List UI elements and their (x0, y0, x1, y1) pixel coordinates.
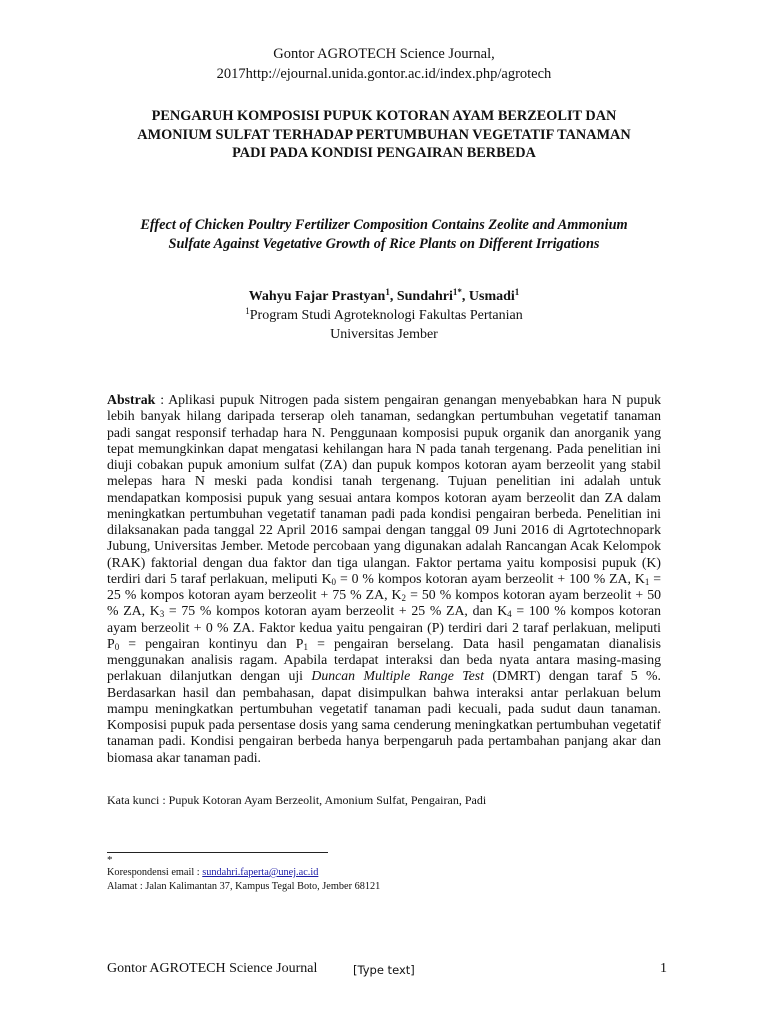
subscript: 1 (644, 576, 650, 587)
affiliation-program: Program Studi Agroteknologi Fakultas Pertanian (249, 308, 523, 323)
author-name: Sundahri (396, 289, 453, 304)
title-line: PENGARUH KOMPOSISI PUPUK KOTORAN AYAM BERZEOLIT DAN (151, 108, 617, 124)
abstract-italic-term: Duncan Multiple Range Test (311, 668, 484, 684)
author-name: Usmadi (468, 289, 515, 304)
running-header (0, 44, 768, 84)
subscript: 0 (114, 641, 120, 652)
abstract-label: Abstrak (107, 392, 156, 407)
author-affiliation-mark: 1 (385, 287, 390, 297)
header-url-line[interactable]: 2017http://ejournal.unida.gontor.ac.id/index.php/agrotech (216, 66, 552, 82)
footnotes (107, 855, 667, 894)
subscript: 0 (331, 576, 337, 587)
email-label: Korespondensi email : (107, 867, 203, 878)
abstract-text: (DMRT) dengan taraf 5 %. Berdasarkan hasil dan pembahasan, dapat disimpulkan bahwa interaksi antar perlakuan belum mampu meningkatkan pertumbuhan vegetatif tanaman padi kecuali, pada sudut daun tanaman. Komposisi pupuk pada persentase dosis yang sama cenderung meningkatkan pertumbuhan vegetatif tanaman padi. Kondisi pengairan berbeda hanya berpengaruh pada pertambahan panjang akar dan biomasa akar tanaman padi. (107, 668, 661, 765)
abstract-text: : Aplikasi pupuk Nitrogen pada sistem pengairan genangan menyebabkan hara N pupuk lebih banyak hilang daripada terserap oleh tanaman, sedangkan pertumbuhan vegetatif tanaman padi sangat responsif terhadap hara N. Penggunaan komposisi pupuk organik dan anorganik yang tepat memungkinkan dapat mengatasi kehilangan hara N pada tanah tergenang. Pada penelitian ini diuji cobakan pupuk amonium sulfat (ZA) dan pupuk kompos kotoran ayam berzeolit yang stabil melepas hara N meski pada kondisi tanah tergenang. Tujuan penelitian ini adalah untuk mendapatkan komposisi pupuk yang sesuai antara kompos kotoran ayam berzeolit dan ZA dalam meningkatkan pertumbuhan vegetatif tanaman padi pada kondisi pengairan berbeda. Penelitian ini dilaksanakan pada tanggal 22 April 2016 sampai dengan tanggal 09 Juni 2016 di Agrtotechnopark Jubung, Universitas Jember. Metode percobaan yang digunakan adalah Rancangan Acak Kelompok (RAK) faktorial dengan dua faktor dan tiga ulangan. Faktor pertama yaitu komposisi pupuk (K) terdiri dari 5 taraf perlakuan, meliputi K (107, 392, 661, 586)
email-link[interactable]: sundahri.faperta@unej.ac.id (202, 867, 319, 878)
affiliation-university: Universitas Jember (330, 327, 438, 342)
author-affiliation-mark: 1* (452, 287, 462, 297)
affiliation-mark: 1 (245, 306, 250, 316)
abstract-text: = 50 % kompos kotoran ayam berzeolit + 50 % ZA, K (107, 587, 662, 619)
page-number: 1 (660, 961, 667, 976)
abstract-text: = pengairan berselang. Data hasil pengamatan dianalisis menggunakan analisis ragam. Apabila terdapat interaksi dan beda nyata antara masing-masing perlakuan dilanjutkan dengan uji (107, 635, 661, 684)
abstract-text: = 0 % kompos kotoran ayam berzeolit + 100 % ZA, K (336, 570, 645, 586)
english-title-line: Effect of Chicken Poultry Fertilizer Composition Contains Zeolite and Ammonium (140, 217, 628, 233)
footer-journal: Gontor AGROTECH Science Journal (107, 961, 318, 976)
abstract-text: = 100 % kompos kotoran ayam berzeolit + 0 % ZA. Faktor kedua yaitu pengairan (P) terdiri dari 2 taraf perlakuan, meliputi P (107, 603, 661, 651)
author-affiliation-mark: 1 (514, 287, 520, 297)
abstract-paragraph (107, 392, 661, 766)
english-title-line: Sulfate Against Vegetative Growth of Rice Plants on Different Irrigations (168, 236, 600, 252)
affiliation-line (0, 306, 768, 325)
subscript: 3 (159, 609, 165, 620)
author-block (0, 287, 768, 344)
author-names: Wahyu Fajar Prastyan$^1$, Sundahri$^{1*}$, Usmadi$^1$ (248, 287, 520, 304)
footer-placeholder: [Type text] (353, 963, 415, 977)
abstract (107, 392, 661, 766)
header-journal-line: Gontor AGROTECH Science Journal, (273, 46, 495, 62)
abstract-text: = pengairan kontinyu dan P (119, 635, 304, 651)
english-title (95, 216, 673, 254)
title-line: AMONIUM SULFAT TERHADAP PERTUMBUHAN VEGETATIF TANAMAN (137, 126, 631, 143)
keywords: Kata kunci : Pupuk Kotoran Ayam Berzeolit, Amonium Sulfat, Pengairan, Padi (107, 793, 487, 807)
address-line: Alamat : Jalan Kalimantan 37, Kampus Tegal Boto, Jember 68121 (107, 881, 381, 892)
abstract-text: = 25 % kompos kotoran ayam berzeolit + 75 % ZA, K (107, 570, 661, 602)
title-line: PADI PADA KONDISI PENGAIRAN BERBEDA (232, 145, 536, 161)
correspondence-line (107, 866, 667, 880)
author-name: Wahyu Fajar Prastyan (248, 289, 386, 304)
paper-title (100, 107, 668, 163)
subscript: 1 (303, 641, 308, 652)
subscript: 4 (507, 609, 512, 620)
footnote-mark: * (107, 854, 113, 866)
abstract-text: = 75 % kompos kotoran ayam berzeolit + 25 % ZA, dan K (164, 603, 508, 619)
footnote-divider (107, 852, 328, 853)
subscript: 2 (401, 593, 407, 603)
